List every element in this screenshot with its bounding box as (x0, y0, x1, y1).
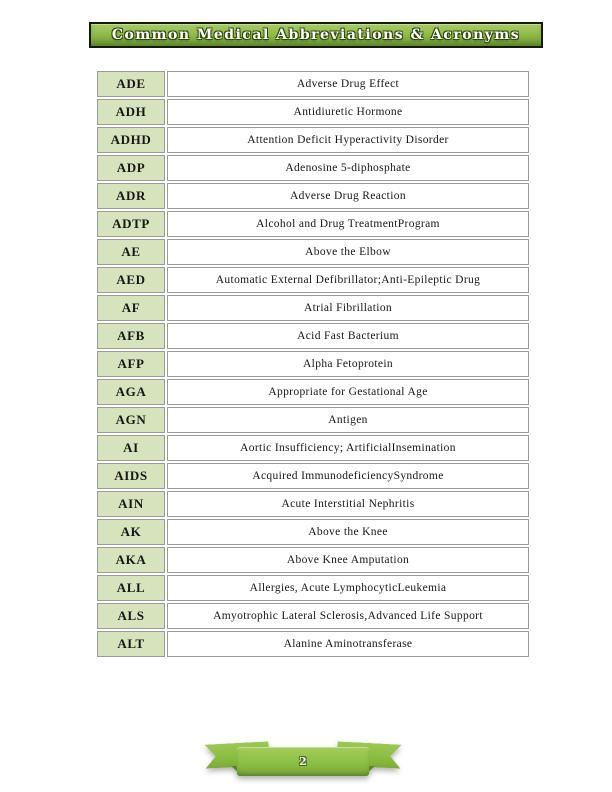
table-row (97, 183, 529, 209)
meaning-cell: Above the Knee (167, 519, 529, 545)
meaning-cell: Adverse Drug Effect (167, 71, 529, 97)
table-row (97, 491, 529, 517)
ribbon-center (237, 747, 369, 776)
abbreviation-cell: AIDS (97, 463, 165, 489)
abbreviations-table (95, 69, 531, 659)
meaning-cell: Above the Elbow (167, 239, 529, 265)
meaning-cell: Above Knee Amputation (167, 547, 529, 573)
abbreviation-cell: ADP (97, 155, 165, 181)
abbreviation-cell: ADTP (97, 211, 165, 237)
abbreviation-cell: AKA (97, 547, 165, 573)
meaning-cell: Antidiuretic Hormone (167, 99, 529, 125)
meaning-cell: Aortic Insufficiency; ArtificialInsemination (167, 435, 529, 461)
meaning-cell: Attention Deficit Hyperactivity Disorder (167, 127, 529, 153)
abbreviation-cell: ALS (97, 603, 165, 629)
page-number-ribbon (205, 741, 401, 779)
page-number: 2 (299, 755, 307, 768)
table-row (97, 127, 529, 153)
meaning-cell: Alpha Fetoprotein (167, 351, 529, 377)
table-row (97, 435, 529, 461)
meaning-cell: Antigen (167, 407, 529, 433)
abbreviation-cell: AE (97, 239, 165, 265)
table-row (97, 379, 529, 405)
abbreviation-cell: ADR (97, 183, 165, 209)
meaning-cell: Atrial Fibrillation (167, 295, 529, 321)
meaning-cell: Acquired ImmunodeficiencySyndrome (167, 463, 529, 489)
meaning-cell: Adenosine 5-diphosphate (167, 155, 529, 181)
abbreviation-cell: ALT (97, 631, 165, 657)
table-row (97, 323, 529, 349)
table-row (97, 155, 529, 181)
abbreviation-cell: AFP (97, 351, 165, 377)
meaning-cell: Acid Fast Bacterium (167, 323, 529, 349)
table-row (97, 519, 529, 545)
table-row (97, 71, 529, 97)
meaning-cell: Adverse Drug Reaction (167, 183, 529, 209)
abbreviation-cell: AF (97, 295, 165, 321)
table-row (97, 631, 529, 657)
table-row (97, 239, 529, 265)
meaning-cell: Alcohol and Drug TreatmentProgram (167, 211, 529, 237)
table-row (97, 407, 529, 433)
meaning-cell: Allergies, Acute LymphocyticLeukemia (167, 575, 529, 601)
table-row (97, 575, 529, 601)
abbreviation-cell: AGN (97, 407, 165, 433)
abbreviation-cell: ADE (97, 71, 165, 97)
abbreviation-cell: AI (97, 435, 165, 461)
abbreviation-cell: AGA (97, 379, 165, 405)
abbreviation-cell: ADHD (97, 127, 165, 153)
abbreviation-cell: AK (97, 519, 165, 545)
meaning-cell: Acute Interstitial Nephritis (167, 491, 529, 517)
meaning-cell: Automatic External Defibrillator;Anti-Epileptic Drug (167, 267, 529, 293)
meaning-cell: Amyotrophic Lateral Sclerosis,Advanced Life Support (167, 603, 529, 629)
meaning-cell: Appropriate for Gestational Age (167, 379, 529, 405)
abbreviation-cell: ADH (97, 99, 165, 125)
abbreviation-cell: AIN (97, 491, 165, 517)
title-banner (89, 22, 543, 48)
abbreviation-cell: ALL (97, 575, 165, 601)
table-row (97, 603, 529, 629)
table-row (97, 267, 529, 293)
table-row (97, 547, 529, 573)
abbreviation-cell: AFB (97, 323, 165, 349)
abbreviation-cell: AED (97, 267, 165, 293)
table-body (97, 71, 529, 657)
meaning-cell: Alanine Aminotransferase (167, 631, 529, 657)
table-row (97, 295, 529, 321)
table-row (97, 99, 529, 125)
table-row (97, 211, 529, 237)
table-row (97, 351, 529, 377)
page-title: Common Medical Abbreviations & Acronyms (111, 27, 521, 43)
table-row (97, 463, 529, 489)
